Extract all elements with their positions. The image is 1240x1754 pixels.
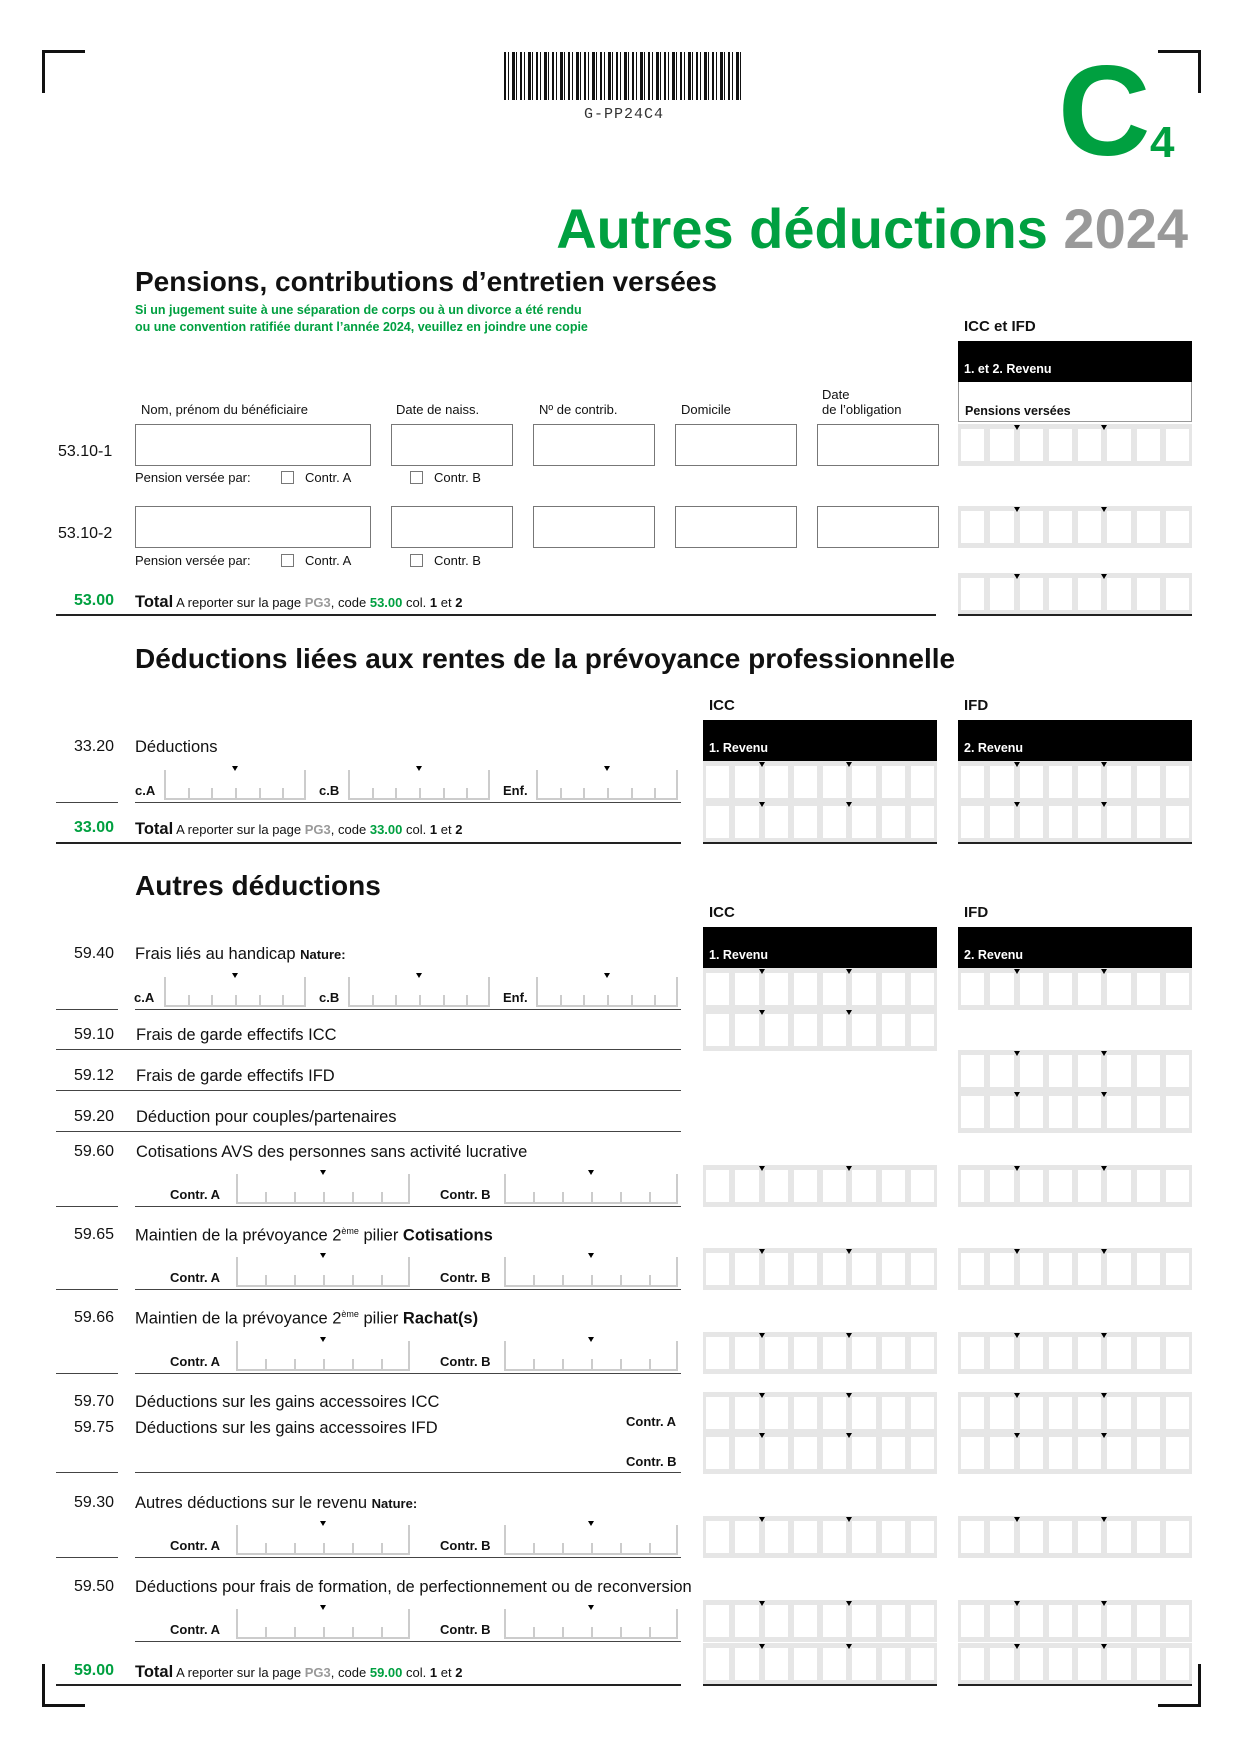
paid-by-label: Pension versée par: xyxy=(135,553,251,568)
divider xyxy=(56,1090,681,1091)
ifd-amount[interactable] xyxy=(958,1332,1192,1374)
cb-label: c.B xyxy=(319,990,340,1005)
handicap-label: Frais liés au handicap xyxy=(135,945,296,963)
barcode-text: G-PP24C4 xyxy=(583,106,664,123)
ifd-amount[interactable] xyxy=(958,1600,1192,1642)
page-title xyxy=(556,196,1188,261)
divider xyxy=(56,1557,118,1558)
divider xyxy=(56,842,681,844)
label-pre: Maintien de la prévoyance 2 xyxy=(135,1309,342,1328)
col-date-header-2: de l’obligation xyxy=(822,402,902,417)
crop-mark-top-right xyxy=(1158,50,1201,93)
total-col-text: col. xyxy=(406,822,427,837)
enf-label: Enf. xyxy=(503,783,528,798)
enf-amount-input[interactable] xyxy=(536,770,678,800)
contr-a-label: Contr. A xyxy=(170,1354,221,1369)
ifd-amount[interactable] xyxy=(958,761,1192,803)
total-text: A reporter sur la page xyxy=(176,822,302,837)
nature-label: Nature: xyxy=(300,947,346,962)
ifd-header: IFD xyxy=(964,904,989,921)
row-label xyxy=(135,1494,417,1513)
contr-b-checkbox[interactable] xyxy=(410,471,423,484)
contr-a-label: Contr. A xyxy=(305,470,352,485)
contr-a-label: Contr. A xyxy=(170,1538,221,1553)
form-logo-letter: C xyxy=(1058,40,1151,183)
total-and: et xyxy=(440,1665,452,1680)
divider xyxy=(56,802,118,803)
other-label: Autres déductions sur le revenu xyxy=(135,1494,368,1512)
row-code: 59.60 xyxy=(74,1143,115,1160)
notice-line-2: ou une convention ratifiée durant l’année 2024, veuillez en joindre une copie xyxy=(135,320,588,334)
total-col1: 1 xyxy=(429,1665,438,1680)
ifd-amount[interactable] xyxy=(958,1091,1192,1133)
section-other-heading: Autres déductions xyxy=(135,870,381,901)
label-mid: pilier xyxy=(358,1309,403,1328)
label-bold: Cotisations xyxy=(402,1226,493,1245)
cb-amount-input[interactable] xyxy=(348,977,490,1007)
total-text: A reporter sur la page xyxy=(176,595,302,610)
contr-b-label: Contr. B xyxy=(440,1538,491,1553)
beneficiary-name-input[interactable] xyxy=(135,424,371,466)
divider xyxy=(958,842,1192,844)
contr-a-checkbox[interactable] xyxy=(281,554,294,567)
total-page: PG3 xyxy=(304,1665,331,1680)
row-code: 33.20 xyxy=(74,738,115,755)
icc-amount[interactable] xyxy=(703,1600,937,1642)
row-code: 59.75 xyxy=(74,1419,115,1436)
label-mid: pilier xyxy=(358,1226,403,1245)
birth-date-input[interactable] xyxy=(391,424,513,466)
total-code-text: code xyxy=(338,1665,367,1680)
contr-b-label: Contr. B xyxy=(434,553,481,568)
row-code: 59.50 xyxy=(74,1578,115,1595)
icc-amount[interactable] xyxy=(703,1332,937,1374)
icc-amount[interactable] xyxy=(703,761,937,803)
enf-label: Enf. xyxy=(503,990,528,1005)
icc-header: ICC xyxy=(709,697,735,714)
contr-b-amount-input[interactable] xyxy=(504,1257,678,1287)
row-code: 53.10-1 xyxy=(58,443,113,460)
divider xyxy=(135,1557,681,1558)
row-label: Frais de garde effectifs ICC xyxy=(136,1026,337,1044)
contrib-number-input[interactable] xyxy=(533,424,655,466)
divider xyxy=(56,1009,118,1010)
cb-label: c.B xyxy=(319,783,340,798)
copy-notice xyxy=(135,302,588,336)
row-label: Déductions xyxy=(135,738,218,756)
total-text: A reporter sur la page xyxy=(176,1665,302,1680)
total-code-ref: 59.00 xyxy=(369,1665,403,1680)
ca-amount-input[interactable] xyxy=(164,770,306,800)
contr-a-amount-input[interactable] xyxy=(236,1341,410,1371)
row-label xyxy=(135,1226,493,1246)
title-text: Autres déductions xyxy=(556,197,1048,260)
total-code: 59.00 xyxy=(74,1662,115,1679)
contr-a-label: Contr. A xyxy=(170,1187,221,1202)
nature-label: Nature: xyxy=(371,1496,418,1511)
row-code: 53.10-2 xyxy=(58,525,113,542)
icc-amount-contr-a[interactable] xyxy=(703,1392,937,1434)
paid-by-label: Pension versée par: xyxy=(135,470,251,485)
total-code-text: code xyxy=(338,822,367,837)
col-contrib-header: Nº de contrib. xyxy=(539,402,618,417)
total-label: Total xyxy=(135,593,174,611)
ifd-amount[interactable] xyxy=(958,1516,1192,1558)
beneficiary-name-input[interactable] xyxy=(135,506,371,548)
total-code-ref: 33.00 xyxy=(369,822,403,837)
icc-amount-contr-b[interactable] xyxy=(703,1432,937,1474)
ca-amount-input[interactable] xyxy=(164,977,306,1007)
row-label: Déductions pour frais de formation, de perfectionnement ou de reconversion xyxy=(135,1578,692,1596)
notice-line-1: Si un jugement suite à une séparation de corps ou à un divorce a été rendu xyxy=(135,303,582,317)
label-bold: Rachat(s) xyxy=(402,1309,479,1328)
total-code-ref: 53.00 xyxy=(369,595,403,610)
contr-a-label: Contr. A xyxy=(305,553,352,568)
row-label: Frais de garde effectifs IFD xyxy=(136,1067,335,1085)
icc-amount[interactable] xyxy=(703,1248,937,1290)
contr-b-label: Contr. B xyxy=(440,1622,491,1637)
pension-amount-1[interactable] xyxy=(958,424,1192,466)
divider xyxy=(135,1641,681,1642)
icc-amount[interactable] xyxy=(703,968,937,1010)
row-label: Cotisations AVS des personnes sans activité lucrative xyxy=(136,1143,528,1161)
divider xyxy=(56,1289,118,1290)
crop-mark-top-left xyxy=(42,50,85,93)
section-pensions-heading: Pensions, contributions d’entretien versées xyxy=(135,266,717,297)
total-col2: 2 xyxy=(455,1665,463,1680)
total-and: et xyxy=(440,595,452,610)
total-line: Total A reporter sur la page PG3, code 53.00 col. 1 et 2 xyxy=(135,593,463,611)
contr-b-label: Contr. B xyxy=(434,470,481,485)
contr-a-amount-input[interactable] xyxy=(236,1174,410,1204)
total-page: PG3 xyxy=(304,595,331,610)
total-col-text: col. xyxy=(406,1665,427,1680)
contr-b-amount-input[interactable] xyxy=(504,1609,678,1639)
total-and: et xyxy=(440,822,452,837)
contr-a-label: Contr. A xyxy=(170,1270,221,1285)
icc-amount[interactable] xyxy=(703,1516,937,1558)
row-code: 59.65 xyxy=(74,1226,115,1243)
total-code: 53.00 xyxy=(74,592,115,609)
contr-b-label: Contr. B xyxy=(440,1270,491,1285)
barcode xyxy=(504,52,744,100)
row-code: 59.30 xyxy=(74,1494,115,1511)
contr-b-checkbox[interactable] xyxy=(410,554,423,567)
domicile-input[interactable] xyxy=(675,506,797,548)
total-code: 33.00 xyxy=(74,819,115,836)
ifd-amount[interactable] xyxy=(958,968,1192,1010)
divider xyxy=(135,1373,681,1374)
total-label: Total xyxy=(135,820,174,838)
contr-b-amount-input[interactable] xyxy=(504,1341,678,1371)
total-col1: 1 xyxy=(429,822,438,837)
icc-amount[interactable] xyxy=(703,1165,937,1207)
ifd-header: IFD xyxy=(964,697,989,714)
obligation-date-input[interactable] xyxy=(817,506,939,548)
col-date-header-1: Date xyxy=(822,387,850,402)
birth-date-input[interactable] xyxy=(391,506,513,548)
label-sup: ème xyxy=(341,1226,359,1236)
divider xyxy=(56,1131,681,1132)
section-lpp-heading: Déductions liées aux rentes de la prévoyance professionnelle xyxy=(135,643,956,674)
obligation-date-input[interactable] xyxy=(817,424,939,466)
domicile-input[interactable] xyxy=(675,424,797,466)
contr-a-label: Contr. A xyxy=(170,1622,221,1637)
col-name-header: Nom, prénom du bénéficiaire xyxy=(141,402,308,417)
revenu-1-2-header: 1. et 2. Revenu xyxy=(958,341,1192,382)
form-logo-number: 4 xyxy=(1150,118,1175,167)
label-pre: Maintien de la prévoyance 2 xyxy=(135,1226,342,1245)
pension-total-amount[interactable] xyxy=(958,573,1192,615)
total-label: Total xyxy=(135,1663,174,1681)
pensions-versees-header: Pensions versées xyxy=(958,382,1192,422)
icc-ifd-header: ICC et IFD xyxy=(964,318,1036,335)
cb-amount-input[interactable] xyxy=(348,770,490,800)
row-code: 59.70 xyxy=(74,1393,115,1410)
row-code: 59.40 xyxy=(74,945,115,962)
ifd-amount[interactable] xyxy=(958,1050,1192,1092)
contr-b-label: Contr. B xyxy=(440,1187,491,1202)
divider xyxy=(958,1684,1192,1686)
contr-a-amount-input[interactable] xyxy=(236,1609,410,1639)
ifd-amount[interactable] xyxy=(958,1248,1192,1290)
row-label: Déductions sur les gains accessoires IFD xyxy=(135,1419,438,1437)
contr-b-label: Contr. B xyxy=(440,1354,491,1369)
col-domicile-header: Domicile xyxy=(681,402,731,417)
divider xyxy=(135,1206,681,1207)
ifd-amount[interactable] xyxy=(958,1165,1192,1207)
ifd-total-amount[interactable] xyxy=(958,801,1192,843)
ca-label: c.A xyxy=(134,990,155,1005)
contr-b-amount-input[interactable] xyxy=(504,1174,678,1204)
icc-total-amount[interactable] xyxy=(703,801,937,843)
row-code: 59.10 xyxy=(74,1026,115,1043)
contr-a-label: Contr. A xyxy=(626,1414,677,1429)
divider xyxy=(56,1049,681,1050)
contr-a-amount-input[interactable] xyxy=(236,1257,410,1287)
divider xyxy=(56,1206,118,1207)
divider xyxy=(56,1472,118,1473)
total-line: Total A reporter sur la page PG3, code 33.00 col. 1 et 2 xyxy=(135,820,463,838)
divider xyxy=(135,1289,681,1290)
ifd-total-amount[interactable] xyxy=(958,1643,1192,1685)
row-label xyxy=(135,1309,478,1329)
ca-label: c.A xyxy=(135,783,156,798)
contr-a-amount-input[interactable] xyxy=(236,1525,410,1555)
divider xyxy=(56,1373,118,1374)
contr-b-label: Contr. B xyxy=(626,1454,677,1469)
total-code-text: code xyxy=(338,595,367,610)
contrib-number-input[interactable] xyxy=(533,506,655,548)
ifd-amount-contr-b[interactable] xyxy=(958,1432,1192,1474)
divider xyxy=(56,614,936,616)
divider xyxy=(135,1009,681,1010)
label-sup: ème xyxy=(341,1309,359,1319)
total-col-text: col. xyxy=(406,595,427,610)
row-code: 59.12 xyxy=(74,1067,115,1084)
icc-total-amount[interactable] xyxy=(703,1643,937,1685)
contr-a-checkbox[interactable] xyxy=(281,471,294,484)
divider xyxy=(135,802,681,803)
total-page: PG3 xyxy=(304,822,331,837)
total-col2: 2 xyxy=(455,822,463,837)
pension-amount-2[interactable] xyxy=(958,506,1192,548)
col-birth-header: Date de naiss. xyxy=(396,402,480,417)
divider xyxy=(703,1684,937,1686)
row-code: 59.66 xyxy=(74,1309,115,1326)
icc-revenu-header: 1. Revenu xyxy=(703,720,937,761)
divider xyxy=(56,1684,681,1686)
contr-b-amount-input[interactable] xyxy=(504,1525,678,1555)
total-col1: 1 xyxy=(429,595,438,610)
row-label: Déduction pour couples/partenaires xyxy=(136,1108,397,1126)
divider xyxy=(703,842,937,844)
divider xyxy=(135,1472,681,1473)
row-label xyxy=(135,945,346,964)
total-col2: 2 xyxy=(455,595,463,610)
ifd-amount-contr-a[interactable] xyxy=(958,1392,1192,1434)
icc-header: ICC xyxy=(709,904,735,921)
icc-revenu-header: 1. Revenu xyxy=(703,927,937,968)
total-line: Total A reporter sur la page PG3, code 59.00 col. 1 et 2 xyxy=(135,1663,463,1681)
divider xyxy=(958,614,1192,616)
row-code: 59.20 xyxy=(74,1108,115,1125)
enf-amount-input[interactable] xyxy=(536,977,678,1007)
icc-amount[interactable] xyxy=(703,1009,937,1051)
row-label: Déductions sur les gains accessoires ICC xyxy=(135,1393,440,1411)
title-year: 2024 xyxy=(1063,197,1188,260)
ifd-revenu-header: 2. Revenu xyxy=(958,927,1192,968)
ifd-revenu-header: 2. Revenu xyxy=(958,720,1192,761)
